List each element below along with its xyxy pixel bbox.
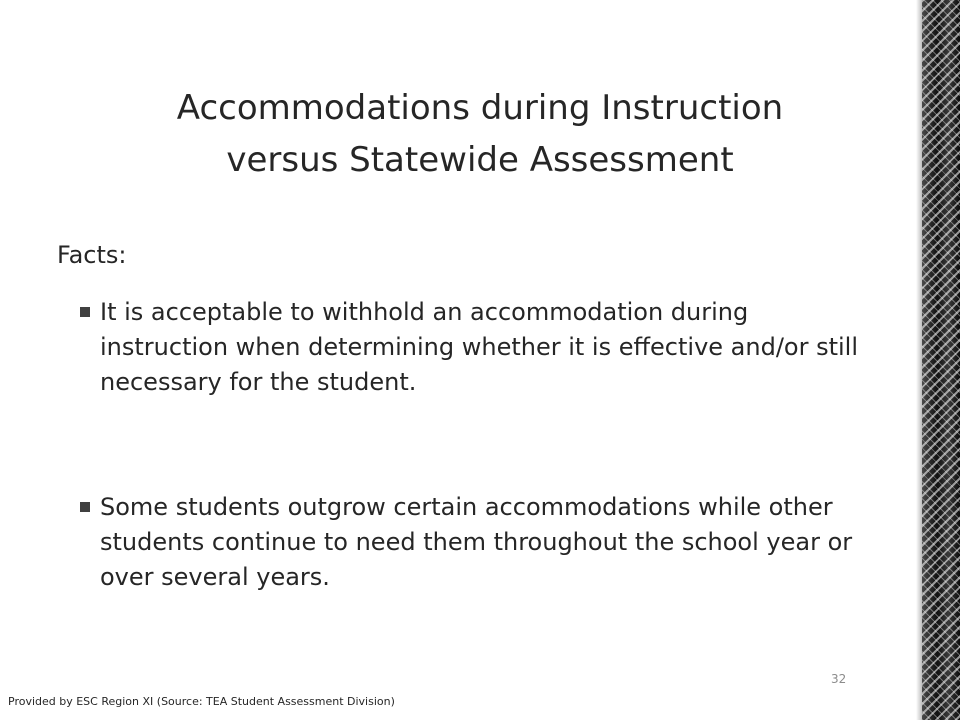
bullet-text: Some students outgrow certain accommodations while other students continue to need them throughout the school year or over several years.: [100, 493, 853, 591]
slide-title-line-1: Accommodations during Instruction: [176, 88, 784, 128]
slide-title-line-2: versus Statewide Assessment: [226, 140, 734, 180]
decorative-side-strip: [922, 0, 960, 720]
footer-credit: Provided by ESC Region XI (Source: TEA Student Assessment Division): [8, 695, 395, 708]
facts-label: Facts:: [57, 241, 127, 269]
bullet-item: [80, 295, 860, 400]
bullet-item: [80, 490, 860, 595]
square-bullet-icon: [80, 307, 90, 317]
page-number: 32: [831, 672, 847, 686]
slide-title: [90, 82, 870, 186]
square-bullet-icon: [80, 502, 90, 512]
bullet-text: It is acceptable to withhold an accommodation during instruction when determining whether it is effective and/or still necessary for the student.: [100, 298, 859, 396]
